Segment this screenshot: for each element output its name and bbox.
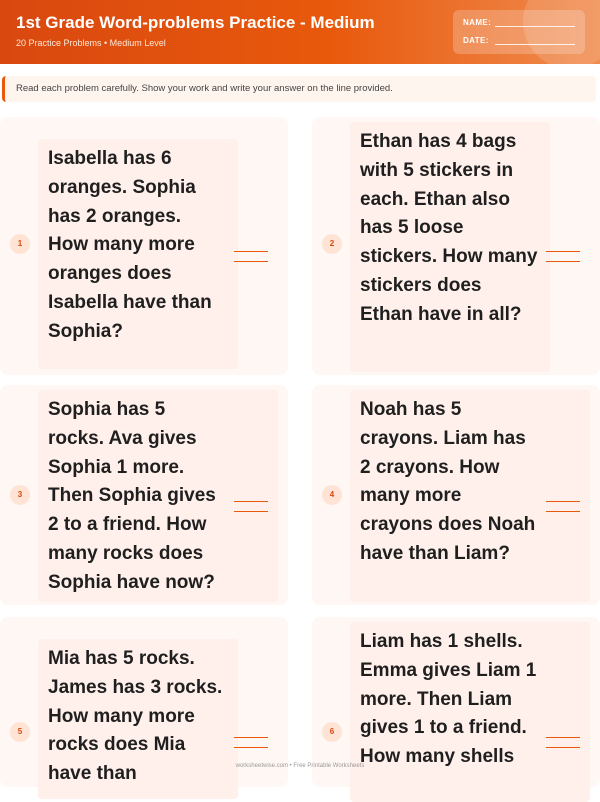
problem-card — [312, 385, 600, 605]
answer-line[interactable] — [234, 501, 268, 512]
problem-card — [0, 117, 288, 375]
answer-line[interactable] — [546, 251, 580, 262]
problem-text: Mia has 5 rocks. James has 3 rocks. How many more rocks does Mia have than — [48, 648, 223, 785]
name-line — [495, 26, 575, 27]
problem-number: 3 — [10, 485, 30, 505]
problem-question-box — [38, 139, 238, 369]
date-field[interactable] — [463, 36, 489, 45]
problem-text: Noah has 5 crayons. Liam has 2 crayons. How many more crayons does Noah have than Liam? — [360, 399, 536, 564]
page-footer: worksheetwise.com • Free Printable Worksheets — [235, 763, 365, 769]
problem-number: 6 — [322, 722, 342, 742]
problem-card — [312, 617, 600, 787]
problem-number: 2 — [322, 234, 342, 254]
answer-line[interactable] — [234, 251, 268, 262]
answer-line[interactable] — [546, 501, 580, 512]
instructions-banner: Read each problem carefully. Show your work and write your answer on the line provided. — [2, 76, 596, 102]
problem-question-box — [350, 122, 550, 372]
worksheet-subtitle: 20 Practice Problems • Medium Level — [16, 38, 166, 48]
problem-question-box — [38, 639, 238, 799]
problem-text: Ethan has 4 bags with 5 stickers in each. Ethan also has 5 loose stickers. How many stickers does Ethan have in all? — [360, 131, 538, 325]
problem-text: Liam has 1 shells. Emma gives Liam 1 more. Then Liam gives 1 to a friend. How many shells — [360, 631, 537, 768]
problem-number: 4 — [322, 485, 342, 505]
problem-question-box — [38, 390, 278, 602]
worksheet-header — [0, 0, 600, 64]
name-date-box — [453, 10, 585, 54]
name-field[interactable] — [463, 18, 491, 27]
problem-question-box — [350, 390, 590, 602]
problem-text: Isabella has 6 oranges. Sophia has 2 oranges. How many more oranges does Isabella have than Sophia? — [48, 148, 212, 342]
problem-card — [0, 617, 288, 787]
date-label: DATE: — [463, 36, 489, 45]
problem-text: Sophia has 5 rocks. Ava gives Sophia 1 more. Then Sophia gives 2 to a friend. How many rocks does Sophia have now? — [48, 399, 216, 593]
problem-number: 1 — [10, 234, 30, 254]
problem-question-box — [350, 622, 590, 802]
problem-number: 5 — [10, 722, 30, 742]
worksheet-title: 1st Grade Word-problems Practice - Medium — [16, 13, 375, 32]
problem-card — [312, 117, 600, 375]
answer-line[interactable] — [546, 737, 580, 748]
date-line — [495, 44, 575, 45]
problem-card — [0, 385, 288, 605]
name-label: NAME: — [463, 18, 492, 27]
answer-line[interactable] — [234, 737, 268, 748]
